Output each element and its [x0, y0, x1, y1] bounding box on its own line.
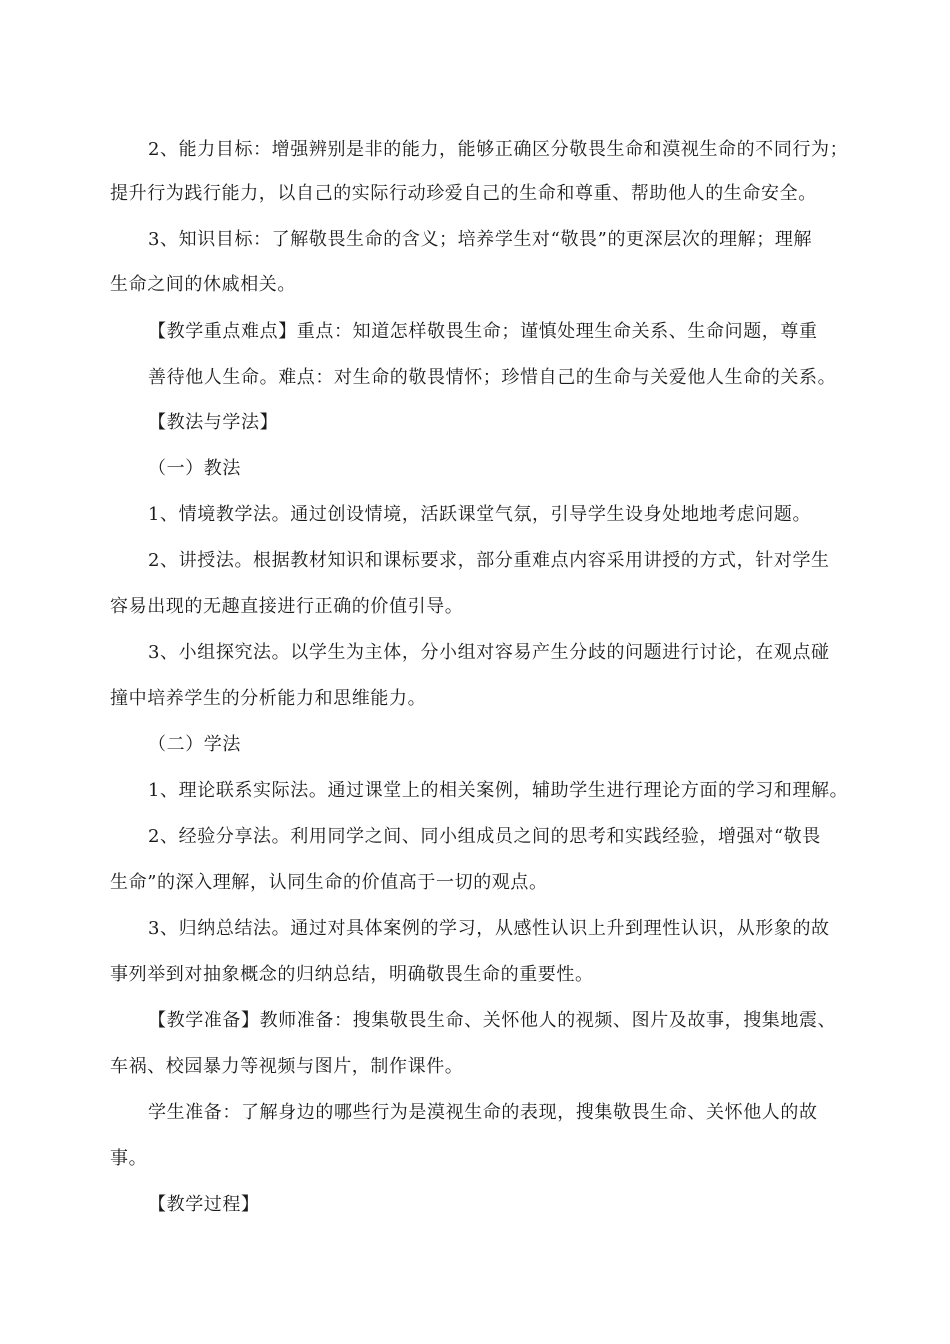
text-line-student-preparation: 学生准备：了解身边的哪些行为是漠视生命的表现，搜集敬畏生命、关怀他人的故 [148, 1102, 818, 1123]
text-line-knowledge-goal: 3、知识目标：了解敬畏生命的含义；培养学生对“敬畏”的更深层次的理解；理解 [148, 229, 813, 250]
text-line-learning-2: 2、经验分享法。利用同学之间、同小组成员之间的思考和实践经验，增强对“敬畏 [148, 826, 821, 847]
subheading-teaching-methods: （一）教法 [148, 458, 241, 479]
text-line-student-preparation-cont: 事。 [110, 1148, 148, 1169]
heading-methods: 【教法与学法】 [148, 412, 279, 433]
text-line-ability-goal-cont: 提升行为践行能力，以自己的实际行动珍爱自己的生命和尊重、帮助他人的生命安全。 [110, 183, 817, 204]
subheading-learning-methods: （二）学法 [148, 734, 241, 755]
text-line-preparation: 【教学准备】教师准备：搜集敬畏生命、关怀他人的视频、图片及故事，搜集地震、 [148, 1010, 837, 1031]
text-line-method-3-cont: 撞中培养学生的分析能力和思维能力。 [110, 688, 427, 709]
text-line-ability-goal: 2、能力目标：增强辨别是非的能力，能够正确区分敬畏生命和漠视生命的不同行为； [148, 139, 849, 160]
text-line-preparation-cont: 车祸、校园暴力等视频与图片，制作课件。 [110, 1056, 464, 1077]
text-line-method-2-cont: 容易出现的无趣直接进行正确的价值引导。 [110, 596, 464, 617]
text-line-method-2: 2、讲授法。根据教材知识和课标要求，部分重难点内容采用讲授的方式，针对学生 [148, 550, 830, 571]
heading-teaching-process: 【教学过程】 [148, 1194, 260, 1215]
text-line-knowledge-goal-cont: 生命之间的休戚相关。 [110, 274, 296, 295]
text-line-method-3: 3、小组探究法。以学生为主体，分小组对容易产生分歧的问题进行讨论，在观点碰 [148, 642, 830, 663]
text-line-learning-3: 3、归纳总结法。通过对具体案例的学习，从感性认识上升到理性认识，从形象的故 [148, 918, 830, 939]
text-line-learning-1: 1、理论联系实际法。通过课堂上的相关案例，辅助学生进行理论方面的学习和理解。 [148, 780, 849, 801]
text-line-learning-3-cont: 事列举到对抽象概念的归纳总结，明确敬畏生命的重要性。 [110, 964, 594, 985]
text-line-method-1: 1、情境教学法。通过创设情境，活跃课堂气氛，引导学生设身处地地考虑问题。 [148, 504, 812, 525]
text-line-key-points-cont: 善待他人生命。难点：对生命的敬畏情怀；珍惜自己的生命与关爱他人生命的关系。 [148, 367, 837, 388]
text-line-key-points: 【教学重点难点】重点：知道怎样敬畏生命；谨慎处理生命关系、生命问题，尊重 [148, 321, 818, 342]
text-line-learning-2-cont: 生命”的深入理解，认同生命的价值高于一切的观点。 [110, 872, 548, 893]
